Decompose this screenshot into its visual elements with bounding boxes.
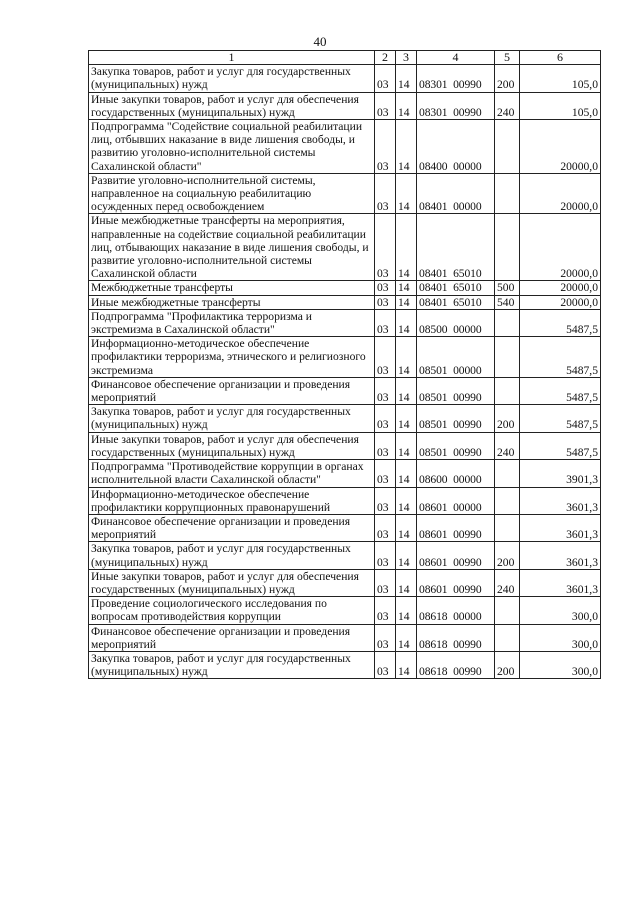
expense-type-code: 240 (495, 92, 520, 119)
table-row (89, 460, 601, 487)
subsection-code: 14 (396, 432, 417, 459)
expense-type-code: 200 (495, 542, 520, 569)
table-row (89, 377, 601, 404)
subsection-code: 14 (396, 460, 417, 487)
header-cell: 1 (89, 51, 375, 65)
table-row (89, 173, 601, 214)
target-article-code: 08401 65010 (417, 214, 495, 281)
table-row (89, 514, 601, 541)
target-article-code: 08501 00990 (417, 432, 495, 459)
table-row (89, 295, 601, 309)
expense-type-code: 540 (495, 295, 520, 309)
table-row (89, 597, 601, 624)
expense-type-code (495, 460, 520, 487)
header-cell: 2 (375, 51, 396, 65)
section-code: 03 (375, 337, 396, 378)
section-code: 03 (375, 542, 396, 569)
section-code: 03 (375, 460, 396, 487)
row-description: Информационно-методическое обеспечение профилактики коррупционных правонарушений (89, 487, 375, 514)
amount: 300,0 (520, 651, 601, 678)
expense-type-code (495, 624, 520, 651)
row-description: Закупка товаров, работ и услуг для государственных (муниципальных) нужд (89, 542, 375, 569)
section-code: 03 (375, 120, 396, 174)
amount: 105,0 (520, 92, 601, 119)
amount: 300,0 (520, 597, 601, 624)
amount: 20000,0 (520, 295, 601, 309)
subsection-code: 14 (396, 214, 417, 281)
expense-type-code: 240 (495, 569, 520, 596)
subsection-code: 14 (396, 569, 417, 596)
target-article-code: 08618 00000 (417, 597, 495, 624)
section-code: 03 (375, 92, 396, 119)
amount: 300,0 (520, 624, 601, 651)
subsection-code: 14 (396, 295, 417, 309)
expense-type-code: 240 (495, 432, 520, 459)
amount: 3601,3 (520, 542, 601, 569)
expense-type-code (495, 377, 520, 404)
amount: 3601,3 (520, 487, 601, 514)
target-article-code: 08601 00000 (417, 487, 495, 514)
subsection-code: 14 (396, 487, 417, 514)
expense-type-code (495, 514, 520, 541)
row-description: Иные закупки товаров, работ и услуг для обеспечения государственных (муниципальных) нужд (89, 92, 375, 119)
header-cell: 4 (417, 51, 495, 65)
expense-type-code: 200 (495, 65, 520, 92)
section-code: 03 (375, 295, 396, 309)
row-description: Подпрограмма "Противодействие коррупции в органах исполнительной власти Сахалинской области" (89, 460, 375, 487)
section-code: 03 (375, 514, 396, 541)
row-description: Иные межбюджетные трансферты на мероприятия, направленные на содействие социальной реабилитации лиц, отбывающих наказание в виде лишения свободы, и развитие уголовно-исполнительной системы Сахалинской области (89, 214, 375, 281)
subsection-code: 14 (396, 405, 417, 432)
target-article-code: 08501 00990 (417, 377, 495, 404)
row-description: Иные закупки товаров, работ и услуг для обеспечения государственных (муниципальных) нужд (89, 432, 375, 459)
expense-type-code (495, 173, 520, 214)
row-description: Иные закупки товаров, работ и услуг для обеспечения государственных (муниципальных) нужд (89, 569, 375, 596)
amount: 5487,5 (520, 405, 601, 432)
amount: 20000,0 (520, 281, 601, 295)
section-code: 03 (375, 377, 396, 404)
table-row (89, 65, 601, 92)
subsection-code: 14 (396, 281, 417, 295)
target-article-code: 08301 00990 (417, 65, 495, 92)
table-row (89, 309, 601, 336)
section-code: 03 (375, 597, 396, 624)
budget-table (88, 50, 601, 679)
amount: 5487,5 (520, 377, 601, 404)
subsection-code: 14 (396, 120, 417, 174)
page-number: 40 (313, 34, 327, 49)
row-description: Межбюджетные трансферты (89, 281, 375, 295)
subsection-code: 14 (396, 624, 417, 651)
amount: 20000,0 (520, 120, 601, 174)
section-code: 03 (375, 65, 396, 92)
subsection-code: 14 (396, 542, 417, 569)
header-cell: 3 (396, 51, 417, 65)
header-cell: 6 (520, 51, 601, 65)
table-row (89, 120, 601, 174)
target-article-code: 08601 00990 (417, 514, 495, 541)
table-row (89, 569, 601, 596)
table-row (89, 432, 601, 459)
target-article-code: 08500 00000 (417, 309, 495, 336)
amount: 105,0 (520, 65, 601, 92)
target-article-code: 08501 00990 (417, 405, 495, 432)
subsection-code: 14 (396, 309, 417, 336)
table-row (89, 651, 601, 678)
row-description: Проведение социологического исследования по вопросам противодействия коррупции (89, 597, 375, 624)
target-article-code: 08618 00990 (417, 624, 495, 651)
amount: 3601,3 (520, 514, 601, 541)
amount: 5487,5 (520, 309, 601, 336)
subsection-code: 14 (396, 597, 417, 624)
row-description: Финансовое обеспечение организации и проведения мероприятий (89, 377, 375, 404)
amount: 20000,0 (520, 173, 601, 214)
amount: 3901,3 (520, 460, 601, 487)
expense-type-code (495, 309, 520, 336)
row-description: Закупка товаров, работ и услуг для государственных (муниципальных) нужд (89, 65, 375, 92)
row-description: Подпрограмма "Содействие социальной реабилитации лиц, отбывших наказание в виде лишения свободы, и развитию уголовно-исполнительной системы Сахалинской области" (89, 120, 375, 174)
section-code: 03 (375, 405, 396, 432)
subsection-code: 14 (396, 337, 417, 378)
expense-type-code (495, 214, 520, 281)
table-row (89, 281, 601, 295)
expense-type-code (495, 597, 520, 624)
header-cell: 5 (495, 51, 520, 65)
section-code: 03 (375, 487, 396, 514)
amount: 5487,5 (520, 432, 601, 459)
section-code: 03 (375, 281, 396, 295)
subsection-code: 14 (396, 377, 417, 404)
target-article-code: 08400 00000 (417, 120, 495, 174)
table-row (89, 405, 601, 432)
section-code: 03 (375, 432, 396, 459)
amount: 3601,3 (520, 569, 601, 596)
target-article-code: 08401 65010 (417, 281, 495, 295)
table-row (89, 214, 601, 281)
subsection-code: 14 (396, 173, 417, 214)
target-article-code: 08401 00000 (417, 173, 495, 214)
expense-type-code: 200 (495, 405, 520, 432)
amount: 5487,5 (520, 337, 601, 378)
row-description: Финансовое обеспечение организации и проведения мероприятий (89, 624, 375, 651)
row-description: Развитие уголовно-исполнительной системы, направленное на социальную реабилитацию осужденных перед освобождением (89, 173, 375, 214)
target-article-code: 08600 00000 (417, 460, 495, 487)
table-row (89, 92, 601, 119)
section-code: 03 (375, 624, 396, 651)
subsection-code: 14 (396, 92, 417, 119)
subsection-code: 14 (396, 514, 417, 541)
target-article-code: 08401 65010 (417, 295, 495, 309)
subsection-code: 14 (396, 65, 417, 92)
table-row (89, 542, 601, 569)
target-article-code: 08501 00000 (417, 337, 495, 378)
row-description: Закупка товаров, работ и услуг для государственных (муниципальных) нужд (89, 651, 375, 678)
table-row (89, 487, 601, 514)
section-code: 03 (375, 309, 396, 336)
target-article-code: 08301 00990 (417, 92, 495, 119)
row-description: Иные межбюджетные трансферты (89, 295, 375, 309)
amount: 20000,0 (520, 214, 601, 281)
target-article-code: 08618 00990 (417, 651, 495, 678)
subsection-code: 14 (396, 651, 417, 678)
table-header-row (89, 51, 601, 65)
expense-type-code (495, 487, 520, 514)
target-article-code: 08601 00990 (417, 569, 495, 596)
expense-type-code (495, 337, 520, 378)
table-row (89, 337, 601, 378)
expense-type-code (495, 120, 520, 174)
section-code: 03 (375, 651, 396, 678)
row-description: Подпрограмма "Профилактика терроризма и экстремизма в Сахалинской области" (89, 309, 375, 336)
row-description: Информационно-методическое обеспечение профилактики терроризма, этнического и религиозного экстремизма (89, 337, 375, 378)
row-description: Финансовое обеспечение организации и проведения мероприятий (89, 514, 375, 541)
row-description: Закупка товаров, работ и услуг для государственных (муниципальных) нужд (89, 405, 375, 432)
section-code: 03 (375, 569, 396, 596)
expense-type-code: 200 (495, 651, 520, 678)
section-code: 03 (375, 173, 396, 214)
target-article-code: 08601 00990 (417, 542, 495, 569)
expense-type-code: 500 (495, 281, 520, 295)
table-row (89, 624, 601, 651)
section-code: 03 (375, 214, 396, 281)
